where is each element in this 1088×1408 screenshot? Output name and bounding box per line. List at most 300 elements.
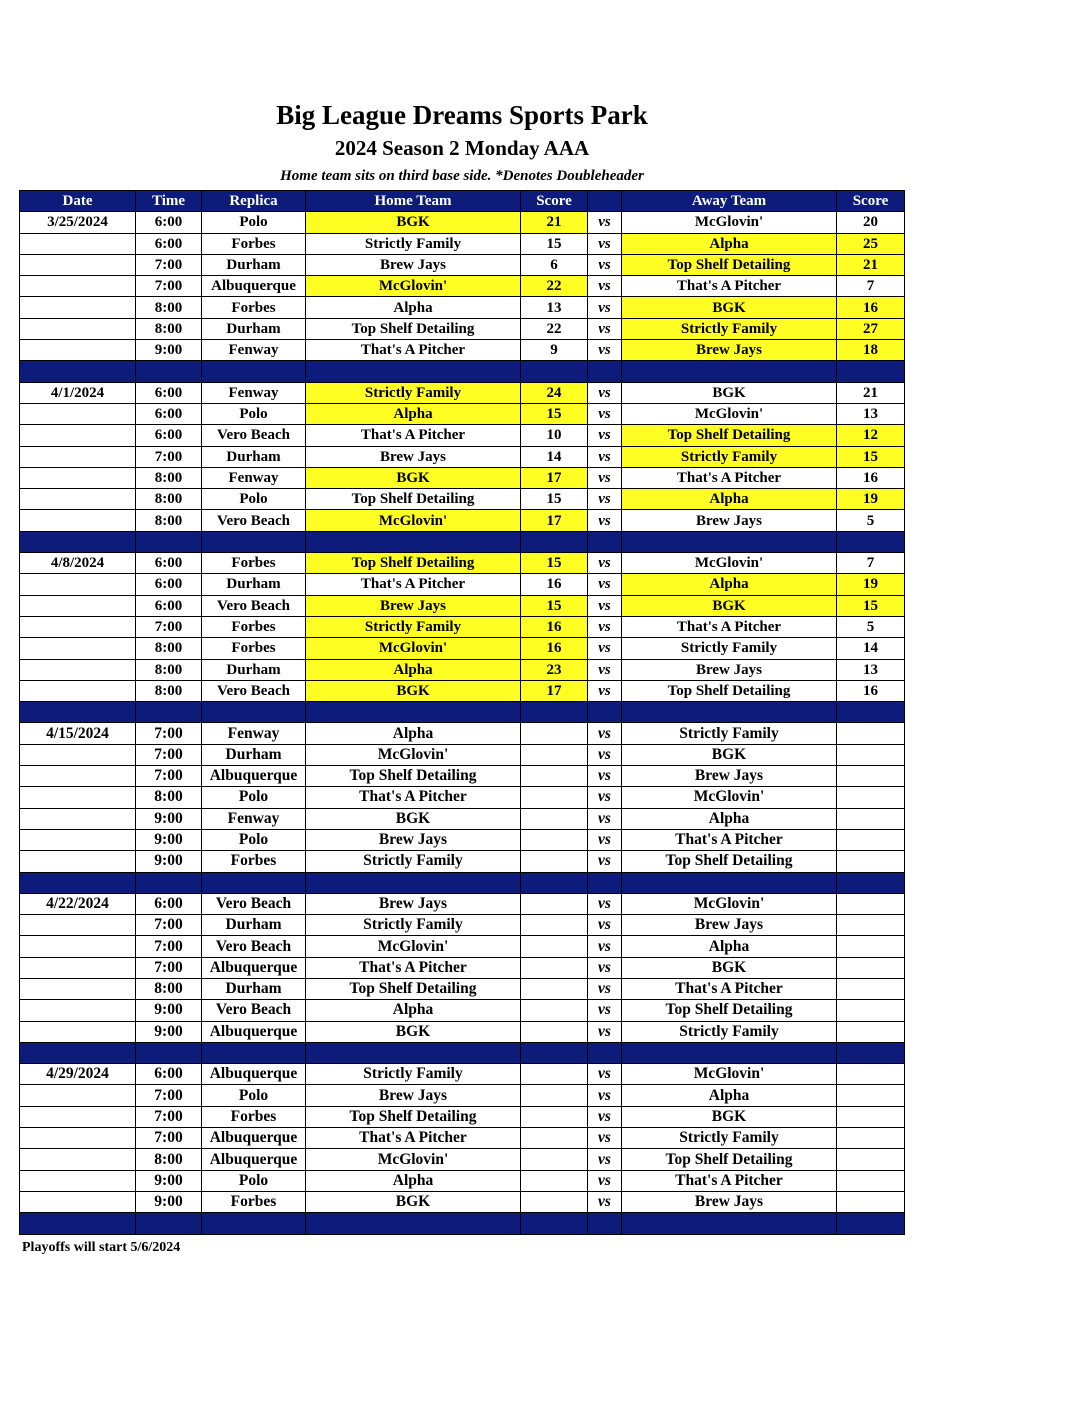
home-team-cell: Strictly Family [306,616,521,637]
separator-cell [622,872,837,893]
separator-cell [202,702,306,723]
separator-cell [837,702,905,723]
time-cell: 9:00 [136,1000,202,1021]
away-score-cell [837,978,905,999]
home-score-cell [521,957,588,978]
date-cell [20,403,136,424]
home-team-cell: BGK [306,680,521,701]
vs-cell: vs [588,1170,622,1191]
away-score-cell: 13 [837,403,905,424]
away-team-cell: Strictly Family [622,638,837,659]
game-row [20,254,905,275]
game-row [20,1191,905,1212]
vs-cell: vs [588,723,622,744]
field-cell: Forbes [202,1106,306,1127]
separator-cell [202,531,306,552]
home-team-cell: McGlovin' [306,936,521,957]
date-cell [20,297,136,318]
away-team-cell: Top Shelf Detailing [622,680,837,701]
away-team-cell: BGK [622,1106,837,1127]
time-cell: 8:00 [136,510,202,531]
separator-cell [20,361,136,382]
home-score-cell: 10 [521,425,588,446]
separator-cell [622,531,837,552]
away-score-cell [837,1064,905,1085]
game-row [20,1021,905,1042]
away-score-cell: 13 [837,659,905,680]
home-team-cell: BGK [306,1021,521,1042]
field-cell: Durham [202,659,306,680]
home-team-cell: BGK [306,467,521,488]
home-score-cell [521,829,588,850]
separator-cell [20,1042,136,1063]
away-score-cell: 16 [837,467,905,488]
date-cell [20,574,136,595]
time-cell: 7:00 [136,616,202,637]
time-cell: 6:00 [136,553,202,574]
field-cell: Polo [202,787,306,808]
time-cell: 7:00 [136,446,202,467]
game-row [20,829,905,850]
field-cell: Durham [202,978,306,999]
separator-cell [202,361,306,382]
home-score-cell: 14 [521,446,588,467]
game-row [20,1170,905,1191]
away-team-cell: That's A Pitcher [622,616,837,637]
away-team-cell: Top Shelf Detailing [622,1149,837,1170]
date-cell [20,1191,136,1212]
away-team-cell: McGlovin' [622,212,837,233]
game-row [20,318,905,339]
separator-cell [521,702,588,723]
away-team-cell: Top Shelf Detailing [622,425,837,446]
home-score-cell: 6 [521,254,588,275]
game-row [20,233,905,254]
home-team-cell: Top Shelf Detailing [306,1106,521,1127]
date-cell [20,978,136,999]
time-cell: 8:00 [136,978,202,999]
game-row [20,680,905,701]
vs-cell: vs [588,1021,622,1042]
date-cell [20,489,136,510]
time-cell: 6:00 [136,893,202,914]
week-separator-row [20,872,905,893]
vs-cell: vs [588,1191,622,1212]
home-team-cell: Top Shelf Detailing [306,318,521,339]
home-score-cell: 17 [521,467,588,488]
vs-cell: vs [588,1106,622,1127]
vs-cell: vs [588,318,622,339]
vs-cell: vs [588,297,622,318]
away-team-cell: McGlovin' [622,553,837,574]
home-score-cell [521,723,588,744]
separator-cell [837,1042,905,1063]
time-cell: 7:00 [136,957,202,978]
field-cell: Albuquerque [202,1149,306,1170]
home-team-cell: Top Shelf Detailing [306,553,521,574]
separator-cell [136,531,202,552]
home-team-cell: BGK [306,1191,521,1212]
date-cell [20,595,136,616]
home-score-cell [521,1000,588,1021]
home-score-cell [521,766,588,787]
field-cell: Durham [202,318,306,339]
away-score-cell [837,893,905,914]
col-away-score-header: Score [837,191,905,212]
week-separator-row [20,531,905,552]
time-cell: 6:00 [136,574,202,595]
vs-cell: vs [588,787,622,808]
field-cell: Albuquerque [202,766,306,787]
vs-cell: vs [588,467,622,488]
game-row [20,425,905,446]
date-cell [20,638,136,659]
vs-cell: vs [588,638,622,659]
away-team-cell: Brew Jays [622,915,837,936]
away-team-cell: Strictly Family [622,723,837,744]
separator-cell [202,1042,306,1063]
home-team-cell: McGlovin' [306,1149,521,1170]
away-team-cell: McGlovin' [622,893,837,914]
home-score-cell: 16 [521,574,588,595]
vs-cell: vs [588,254,622,275]
date-cell: 4/1/2024 [20,382,136,403]
away-team-cell: That's A Pitcher [622,978,837,999]
home-score-cell: 17 [521,510,588,531]
separator-cell [20,872,136,893]
game-row [20,467,905,488]
away-team-cell: McGlovin' [622,1064,837,1085]
game-row [20,1149,905,1170]
separator-cell [588,702,622,723]
separator-cell [20,531,136,552]
separator-cell [837,872,905,893]
game-row [20,553,905,574]
away-score-cell [837,957,905,978]
vs-cell: vs [588,978,622,999]
field-cell: Vero Beach [202,680,306,701]
time-cell: 7:00 [136,936,202,957]
home-score-cell: 24 [521,382,588,403]
separator-cell [837,531,905,552]
date-cell [20,233,136,254]
time-cell: 7:00 [136,276,202,297]
time-cell: 9:00 [136,829,202,850]
game-row [20,1106,905,1127]
field-cell: Vero Beach [202,595,306,616]
away-score-cell: 20 [837,212,905,233]
field-cell: Forbes [202,553,306,574]
field-cell: Durham [202,254,306,275]
game-row [20,446,905,467]
separator-cell [202,872,306,893]
away-team-cell: BGK [622,595,837,616]
away-score-cell [837,1021,905,1042]
home-team-cell: That's A Pitcher [306,574,521,595]
vs-cell: vs [588,510,622,531]
vs-cell: vs [588,936,622,957]
home-team-cell: Alpha [306,659,521,680]
home-team-cell: Top Shelf Detailing [306,766,521,787]
home-team-cell: Brew Jays [306,893,521,914]
vs-cell: vs [588,829,622,850]
time-cell: 6:00 [136,425,202,446]
time-cell: 6:00 [136,212,202,233]
away-score-cell: 16 [837,680,905,701]
date-cell [20,744,136,765]
away-score-cell [837,936,905,957]
vs-cell: vs [588,595,622,616]
date-cell [20,1085,136,1106]
home-team-cell: McGlovin' [306,638,521,659]
vs-cell: vs [588,1000,622,1021]
game-row [20,766,905,787]
home-team-cell: Alpha [306,723,521,744]
date-cell [20,1149,136,1170]
game-row [20,723,905,744]
game-row [20,1000,905,1021]
vs-cell: vs [588,808,622,829]
time-cell: 6:00 [136,595,202,616]
home-score-cell: 15 [521,553,588,574]
field-cell: Forbes [202,851,306,872]
game-row [20,574,905,595]
home-score-cell [521,1106,588,1127]
time-cell: 9:00 [136,808,202,829]
game-row [20,1128,905,1149]
game-row [20,638,905,659]
home-team-cell: Brew Jays [306,595,521,616]
time-cell: 7:00 [136,915,202,936]
away-score-cell [837,915,905,936]
separator-cell [521,1042,588,1063]
away-team-cell: That's A Pitcher [622,1170,837,1191]
home-score-cell: 15 [521,403,588,424]
field-cell: Polo [202,489,306,510]
away-team-cell: Alpha [622,233,837,254]
time-cell: 9:00 [136,1021,202,1042]
date-cell [20,254,136,275]
time-cell: 6:00 [136,403,202,424]
away-team-cell: Brew Jays [622,510,837,531]
home-score-cell [521,978,588,999]
time-cell: 8:00 [136,787,202,808]
vs-cell: vs [588,1064,622,1085]
field-cell: Polo [202,829,306,850]
home-team-cell: Brew Jays [306,446,521,467]
home-score-cell [521,1149,588,1170]
away-team-cell: BGK [622,297,837,318]
game-row [20,489,905,510]
time-cell: 8:00 [136,318,202,339]
away-score-cell: 7 [837,553,905,574]
home-team-cell: BGK [306,212,521,233]
game-row [20,1085,905,1106]
field-cell: Polo [202,1170,306,1191]
home-team-cell: That's A Pitcher [306,787,521,808]
away-team-cell: Alpha [622,574,837,595]
date-cell [20,616,136,637]
field-cell: Albuquerque [202,276,306,297]
time-cell: 9:00 [136,1170,202,1191]
vs-cell: vs [588,744,622,765]
game-row [20,744,905,765]
separator-cell [202,1213,306,1234]
home-score-cell [521,1064,588,1085]
home-score-cell [521,1085,588,1106]
vs-cell: vs [588,893,622,914]
date-cell [20,446,136,467]
vs-cell: vs [588,851,622,872]
time-cell: 8:00 [136,297,202,318]
time-cell: 7:00 [136,1128,202,1149]
col-time-header: Time [136,191,202,212]
field-cell: Durham [202,574,306,595]
separator-cell [521,1213,588,1234]
separator-cell [136,361,202,382]
field-cell: Vero Beach [202,510,306,531]
away-score-cell: 16 [837,297,905,318]
game-row [20,382,905,403]
vs-cell: vs [588,1149,622,1170]
time-cell: 7:00 [136,744,202,765]
away-team-cell: Brew Jays [622,659,837,680]
away-team-cell: Alpha [622,936,837,957]
separator-cell [622,1042,837,1063]
separator-cell [20,1213,136,1234]
home-score-cell: 13 [521,297,588,318]
away-score-cell: 7 [837,276,905,297]
away-score-cell [837,1106,905,1127]
home-score-cell [521,787,588,808]
time-cell: 8:00 [136,659,202,680]
home-score-cell: 15 [521,489,588,510]
date-cell: 4/8/2024 [20,553,136,574]
time-cell: 8:00 [136,489,202,510]
home-score-cell: 16 [521,616,588,637]
home-team-cell: Strictly Family [306,382,521,403]
field-cell: Durham [202,915,306,936]
game-row [20,659,905,680]
vs-cell: vs [588,1085,622,1106]
vs-cell: vs [588,766,622,787]
separator-cell [306,1042,521,1063]
vs-cell: vs [588,233,622,254]
date-cell [20,957,136,978]
home-team-note: Home team sits on third base side. *Denotes Doubleheader [280,168,644,184]
field-cell: Fenway [202,382,306,403]
game-row [20,1064,905,1085]
away-score-cell [837,723,905,744]
field-cell: Vero Beach [202,936,306,957]
separator-cell [588,361,622,382]
away-score-cell [837,787,905,808]
home-team-cell: Alpha [306,1000,521,1021]
vs-cell: vs [588,574,622,595]
home-team-cell: Strictly Family [306,1064,521,1085]
date-cell: 4/15/2024 [20,723,136,744]
separator-cell [306,531,521,552]
date-cell [20,808,136,829]
away-team-cell: McGlovin' [622,787,837,808]
separator-cell [136,702,202,723]
time-cell: 6:00 [136,233,202,254]
col-home-score-header: Score [521,191,588,212]
separator-cell [136,1213,202,1234]
field-cell: Forbes [202,616,306,637]
away-score-cell [837,1085,905,1106]
vs-cell: vs [588,659,622,680]
date-cell: 4/22/2024 [20,893,136,914]
home-score-cell [521,1170,588,1191]
col-home-team-header: Home Team [306,191,521,212]
game-row [20,403,905,424]
time-cell: 8:00 [136,638,202,659]
vs-cell: vs [588,957,622,978]
home-team-cell: Strictly Family [306,915,521,936]
away-score-cell: 18 [837,340,905,361]
away-team-cell: BGK [622,382,837,403]
away-score-cell [837,1170,905,1191]
time-cell: 9:00 [136,340,202,361]
home-team-cell: McGlovin' [306,744,521,765]
schedule-body [20,212,905,1234]
away-team-cell: McGlovin' [622,403,837,424]
vs-cell: vs [588,276,622,297]
away-team-cell: Brew Jays [622,340,837,361]
col-vs-header [588,191,622,212]
vs-cell: vs [588,1128,622,1149]
date-cell: 4/29/2024 [20,1064,136,1085]
game-row [20,616,905,637]
home-team-cell: Brew Jays [306,829,521,850]
date-cell [20,510,136,531]
playoffs-note: Playoffs will start 5/6/2024 [22,1240,181,1255]
away-score-cell [837,1191,905,1212]
home-score-cell: 22 [521,276,588,297]
schedule-table [19,190,905,1235]
date-cell [20,787,136,808]
separator-cell [837,1213,905,1234]
separator-cell [306,872,521,893]
away-score-cell [837,829,905,850]
field-cell: Polo [202,403,306,424]
home-team-cell: That's A Pitcher [306,957,521,978]
field-cell: Fenway [202,723,306,744]
away-team-cell: That's A Pitcher [622,276,837,297]
away-team-cell: Top Shelf Detailing [622,1000,837,1021]
date-cell [20,467,136,488]
col-date-header: Date [20,191,136,212]
home-team-cell: McGlovin' [306,510,521,531]
time-cell: 7:00 [136,1106,202,1127]
date-cell [20,340,136,361]
date-cell [20,276,136,297]
away-team-cell: BGK [622,744,837,765]
separator-cell [622,702,837,723]
week-separator-row [20,1042,905,1063]
away-score-cell: 19 [837,574,905,595]
home-team-cell: Alpha [306,403,521,424]
separator-cell [588,531,622,552]
field-cell: Polo [202,212,306,233]
field-cell: Durham [202,744,306,765]
home-score-cell: 15 [521,233,588,254]
page-subtitle: 2024 Season 2 Monday AAA [334,136,590,160]
away-score-cell: 25 [837,233,905,254]
home-team-cell: Alpha [306,297,521,318]
game-row [20,340,905,361]
